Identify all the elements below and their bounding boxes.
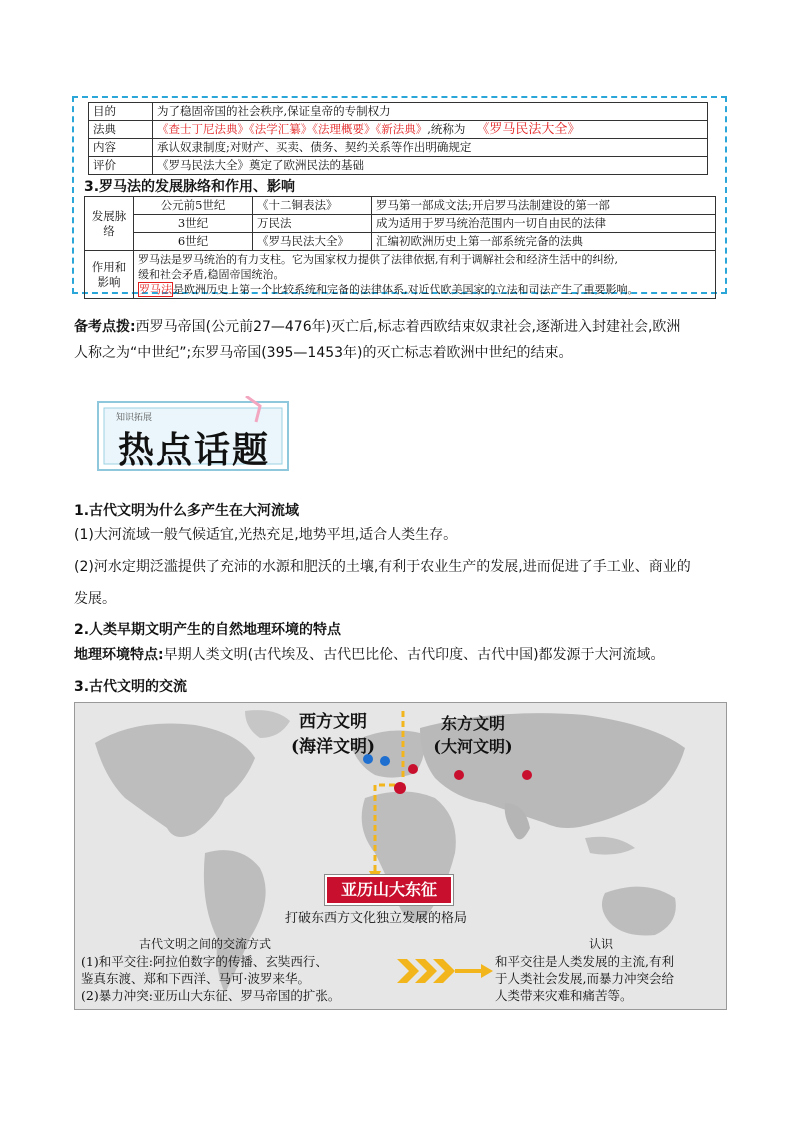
exam-tip-line: [74, 314, 734, 340]
topic3-title: 3.古代文明的交流: [74, 679, 188, 695]
exam-tip: [74, 314, 734, 366]
way1-line: (1)和平交往:阿拉伯数字的传播、玄奘西行、: [81, 954, 328, 969]
topic1-title: 1.古代文明为什么多产生在大河流域: [74, 503, 300, 519]
topic1-body: [74, 522, 734, 612]
roman-law-table-box: [72, 96, 727, 294]
hot-topic-badge: [96, 396, 292, 474]
dev-desc: 汇编初欧洲历史上第一部系统完备的法典: [372, 233, 716, 251]
badge-title: 热点话题: [118, 429, 271, 471]
dev-time: 公元前5世纪: [134, 197, 253, 215]
row-label: 法典: [89, 121, 153, 139]
east-civilization-dot: [454, 770, 464, 780]
role-line-text: 是欧洲历史上第一个比较系统和完备的法律体系,对近代欧美国家的立法和司法产生了重要影响。: [173, 283, 639, 296]
row-content: 《罗马民法大全》奠定了欧洲民法的基础: [153, 157, 708, 175]
topic2-title: 2.人类早期文明产生的自然地理环境的特点: [74, 622, 342, 638]
table-row: [89, 157, 708, 175]
alexander-campaign-banner: 亚历山大东征: [325, 875, 453, 905]
insight-line: 人类带来灾难和痛苦等。: [495, 988, 633, 1003]
exam-tip-line: 人称之为“中世纪”;东罗马帝国(395—1453年)的灭亡标志着欧洲中世纪的结束。: [74, 345, 573, 361]
east-title: 东方文明: [440, 714, 505, 733]
role-label: 作用和影响: [85, 251, 134, 299]
east-subtitle: (大河文明): [433, 737, 513, 756]
table-row: [85, 215, 716, 233]
dev-time: 3世纪: [134, 215, 253, 233]
role-line: [138, 282, 711, 297]
roman-law-highlight: 罗马法: [139, 283, 172, 296]
law-development-table: [84, 196, 716, 299]
row-content: 承认奴隶制度;对财产、买卖、债务、契约关系等作出明确规定: [153, 139, 708, 157]
insight-line: 于人类社会发展,而暴力冲突会给: [495, 971, 674, 986]
topic2-text: 早期人类文明(古代埃及、古代巴比伦、古代印度、古代中国)都发源于大河流域。: [163, 647, 665, 663]
east-civilization-dot: [394, 782, 406, 794]
topic1-p2b: 发展。: [74, 591, 116, 607]
row-label: 评价: [89, 157, 153, 175]
row-content: [153, 121, 708, 139]
exam-tip-label: 备考点拨:: [74, 319, 136, 335]
table-row: [85, 251, 716, 299]
chevron-right-icon: [397, 957, 493, 985]
table-row: [89, 139, 708, 157]
way2-line: (2)暴力冲突:亚历山大东征、罗马帝国的扩张。: [81, 988, 341, 1003]
dev-name: 万民法: [253, 215, 372, 233]
section-title: 3.罗马法的发展脉络和作用、影响: [84, 179, 296, 195]
topic2-body: [74, 642, 734, 668]
role-line: 罗马法是罗马统治的有力支柱。它为国家权力提供了法律依据,有利于调解社会和经济生活中的纠纷,: [138, 253, 618, 266]
table-row: [85, 233, 716, 251]
topic1-p2a: (2)河水定期泛滥提供了充沛的水源和肥沃的土壤,有利于农业生产的发展,进而促进了手工业、商业的: [74, 559, 691, 575]
event-caption: 打破东西方文化独立发展的格局: [285, 911, 468, 926]
west-title: 西方文明: [299, 712, 367, 732]
way1-line: 鉴真东渡、郑和下西洋、马可·波罗来华。: [81, 971, 310, 986]
topic2-label: 地理环境特点:: [74, 647, 164, 663]
dev-label: 发展脉络: [85, 197, 134, 251]
role-line: 缓和社会矛盾,稳固帝国统治。: [138, 268, 285, 281]
exchange-ways: [81, 953, 340, 1004]
civilization-exchange-map: [74, 702, 727, 1010]
east-civilization-dot: [522, 770, 532, 780]
insight-line: 和平交往是人类发展的主流,有利: [495, 954, 674, 969]
table-row: [89, 121, 708, 139]
insight-title: 认识: [589, 937, 614, 951]
role-content: [134, 251, 716, 299]
law-summary-table: [88, 102, 708, 175]
row-content: 为了稳固帝国的社会秩序,保证皇帝的专制权力: [153, 103, 708, 121]
badge-small-text: 知识拓展: [116, 413, 153, 423]
dev-name: 《十二铜表法》: [253, 197, 372, 215]
topic1-p1: (1)大河流域一般气候适宜,光热充足,地势平坦,适合人类生存。: [74, 527, 458, 543]
table-row: [89, 103, 708, 121]
west-subtitle: (海洋文明): [290, 737, 376, 757]
code-names: 《查士丁尼法典》《法学汇纂》《法理概要》《新法典》: [157, 122, 428, 136]
west-civilization-dot: [380, 756, 390, 766]
exchange-ways-title: 古代文明之间的交流方式: [139, 937, 272, 951]
dev-name: 《罗马民法大全》: [253, 233, 372, 251]
dev-desc: 成为适用于罗马统治范围内一切自由民的法律: [372, 215, 716, 233]
row-label: 内容: [89, 139, 153, 157]
row-label: 目的: [89, 103, 153, 121]
east-civilization-label: [419, 711, 527, 757]
west-civilization-label: [279, 707, 387, 757]
corpus-name: 《罗马民法大全》: [476, 122, 581, 137]
table-row: [85, 197, 716, 215]
exam-tip-text: 西罗马帝国(公元前27—476年)灭亡后,标志着西欧结束奴隶社会,逐渐进入封建社会,欧洲: [135, 319, 681, 335]
east-civilization-dot: [408, 764, 418, 774]
code-suffix: ,统称为: [427, 122, 466, 136]
dev-desc: 罗马第一部成文法;开启罗马法制建设的第一部: [372, 197, 716, 215]
dev-time: 6世纪: [134, 233, 253, 251]
insight-text: [495, 953, 725, 1004]
